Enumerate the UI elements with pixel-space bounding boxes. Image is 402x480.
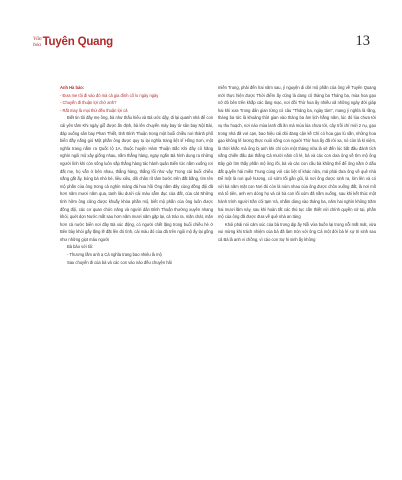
paragraph: - Đưa me tôi đi vào đó mà cả gia đình cố lo ngày ngày xyxy=(60,92,159,98)
paragraph: Sau chuyến đi của bà và các con vào nào đều chuyện hãi xyxy=(67,259,172,265)
paragraph: Bà bảo với tôi: xyxy=(67,244,94,250)
paragraph: - Rất may là mọi thứ đều thuận lợi cả xyxy=(60,107,128,113)
paragraph: Khói phải nói cảm xúc của bà trong dịp ấy Nỗi vừa buồn lại trong nỗi mất mát, vừa vui mừng khi trách nhiệm của bà đã làm tròn với ông Cả một đời bà lẻ sự tri sinh sau cả Bà là anh vi chồng, vì cáo con Sự hi sinh ấy không xyxy=(218,221,376,242)
paragraph: miền Trung, phải đến hai năm sau, ý nguyện di dời mộ phần của ông về Tuyên Quang mới thực hiện được Thời điểm ấy cũng là dang cô thàng ba Tháng ba, mùa hoa gạo nở đỏ bên trên khắp các làng mạc, nơi đồi Thờ hoa ấy nhiều xã những ngày đời giáp hai khi xưa Trong dân gian từng có câu "Tháng ba, ngày tám", mang ý nghĩa là rằng, tháng ba tức là khoảng thời gian vào tháng ba âm lịch hằng năm, lúc đó lúa chưa tới vụ thu hoạch, nơi nào mùa lanh đã ăn mà mùa lúa chưa tới, cây trồi chỉ mới 2 nụ, gạo trong nhà đã vơi cạn, bao hiệu cái đói đang cận kề Chỉ có hoa gạo lù sẵn, những hoa gạo không lẽ lương thực nuôi sống con người Thờ hoa ấy đã rời xa, nó còn là kỉ niệm, là thời khắc mà ông bị anh khi chỉ còn một tháng nữa là sẽ đến lúc bắt đầu đánh tích nắng chiến đấu dai thắng Cả mười năm cô lẻ, bà và các con dưa ông về tìm mộ ông Bây giờ tìm thấy phần mộ ông rồi, bà và các con cầu bà không thể để ông nằm ở dấu đất quyền hải miền Trung cùng với các liệt sĩ khác nữa, mả phải đưa ông về quê nhà Để một là nơi quê hương, có sớm tối gần gũi, là nơi ông được sinh ra, lớn lên và có với bà năm mặt con Nơi đó còn là núm nhau của ông được chôn xuống đất, là nơi mồ mả tổ tiên, anh em dòng họ và cả bà con lối xóm đã nằm xuống, sau khi kết thúc một hành trình người trần cõi tạm Và, nhằm dùng vào tháng ba, năm hai nghìn không trăm hai mươi lăm này, sau khi hoàn tất các thủ tục cần thiết với chính quyền sở tại, phần mộ của ông đã được đưa về quê nhà an táng xyxy=(218,85,376,220)
page-header xyxy=(0,0,402,60)
paragraph: - Thương lắm anh ạ Cả nghĩa trang bao nhiêu là mộ xyxy=(67,252,162,258)
right-column xyxy=(218,84,376,243)
paragraph: Anh Hà bảo: xyxy=(60,85,85,90)
left-column xyxy=(60,84,213,266)
logo-title: Tuyên Quang xyxy=(42,36,113,48)
magazine-logo xyxy=(33,36,113,48)
paragraph: Biết tin tôi đây mẹ ông, bà như thấu hiểu và Bà ước dậy, đi lại quanh nhà để con cái yên tâm Khi ngày giỗ được ấn định, bà lên chuyến máy bay từ sân bay Nội Bài, đáp xuống sân bay Phan Thiết, tỉnh Bình Thuận trong một buổi chiều nơi thành phố biển đầy nắng gió Một phần ông được quy tụ lại nghĩa trang liệt sĩ Hồng Sơn, một nghĩa trang nằm ra Quốc lộ 1A, thuộc huyện Hàm Thuận Bắc Khi đây cô hăng nghìn ngôi mộ xây giống nhau, nằm thẳng hàng, ngay ngắn Bà hình dung ra những người lính khi còn sống luôn sắp thẳng hàng tác hành quân Biển tức nằm xuống rơi đất mẹ, họ vẫn ở bên nhau, thẳng hàng, thẳng lối như vậy Trong cái buổi chiều nắng gắt ấy, bóng bà nhỏ bé, liêu xiêu, dõi chân rõ tâm bước trên đất bằng, tìm tên mộ phần của ông trong cả nghìn mảng đá hoa hồi Ông nằm đây cùng đồng đội đã hơn năm mươi năm qua, tanh lâu dưới cái màu sẫm đục của đất, của cát Những tình hữm ông cũng được khuấy khỏa phần mộ, biết mộ phần của ông luôn được đồng đội, các cơ quan chức năng và người dân Bình Thuận thường xuyên nhang khói, quét dọn Nước mắt sau hơn năm mươi năm gặp lại, cả trào ra, mặn chát, mặn hơn cả nước biển nơi đây Bà xúc động, có người chết lặng trong buổi chiều hè ở Bên bày khói gấy lặng lẽ đặt lên đó tình, cái màu đỏ của đá trên ngôi mộ ấy lại gồng như những giọt máu người xyxy=(60,115,214,242)
logo-prefix xyxy=(33,36,42,48)
page-number: 13 xyxy=(355,33,370,49)
logo-prefix-top: Văn xyxy=(33,36,42,42)
logo-prefix-bottom: hóa xyxy=(33,42,41,48)
paragraph: - Chuyến đi thuận lợi chớ anh? xyxy=(60,100,117,106)
